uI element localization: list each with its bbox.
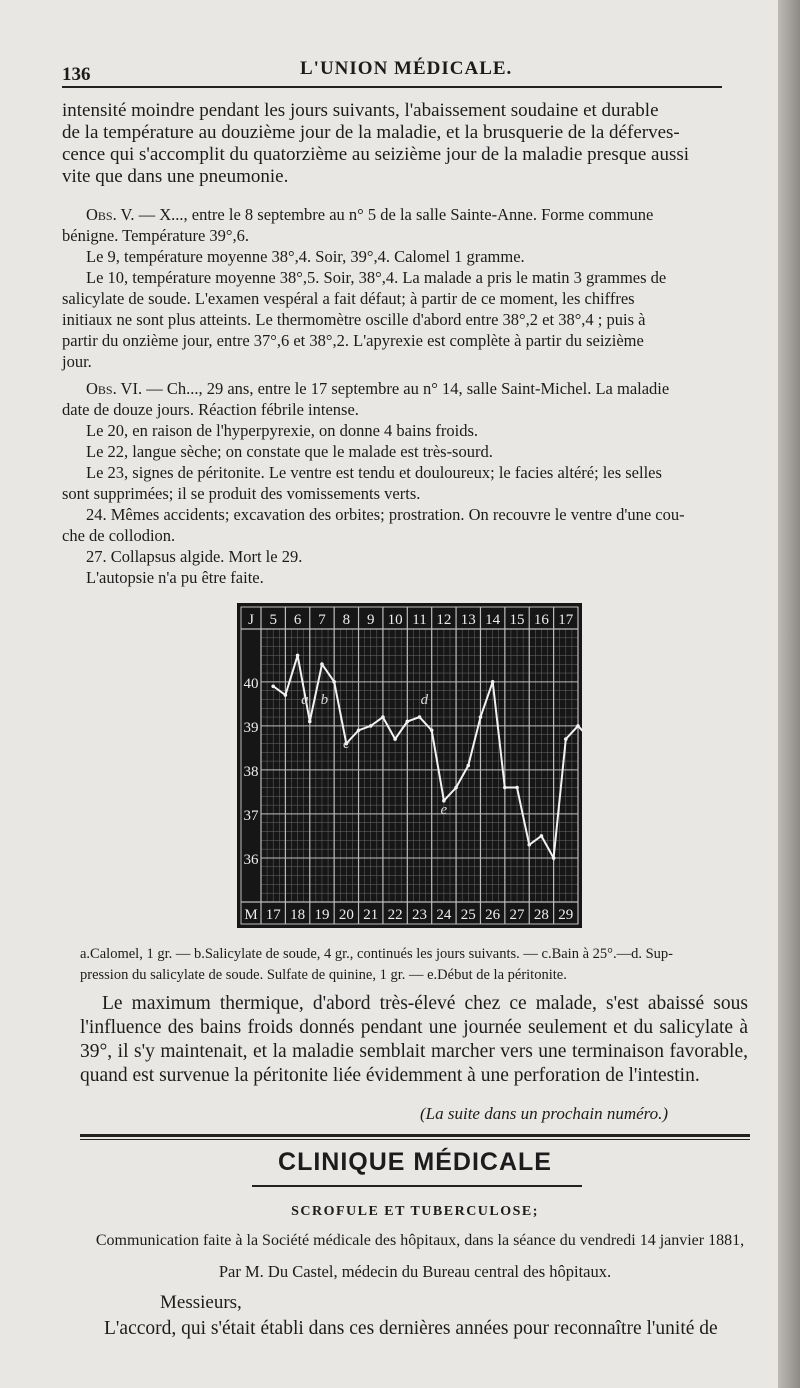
page-number: 136 — [62, 64, 91, 85]
article-title: SCROFULE ET TUBERCULOSE; — [291, 1204, 539, 1219]
bottom-date-label: 26 — [485, 907, 501, 923]
y-tick-label: 38 — [243, 763, 259, 780]
bottom-date-label: 23 — [412, 907, 427, 923]
obs6-line: 24. Mêmes accidents; excavation des orbites; prostration. On recouvre le ventre d'une cou- — [86, 505, 685, 524]
intro-line: cence qui s'accomplit du quatorzième au seizième jour de la maladie presque aussi — [62, 144, 690, 165]
corner-label-bottom: M — [244, 907, 258, 923]
bottom-date-label: 29 — [558, 907, 574, 923]
caption-line: pression du salicylate de soude. Sulfate de quinine, 1 gr. — e.Début de la péritonite. — [80, 967, 567, 983]
obs6-line: L'autopsie n'a pu être faite. — [86, 568, 264, 587]
salutation: Messieurs, — [160, 1292, 242, 1313]
section-double-rule-thin — [80, 1139, 750, 1140]
top-date-label: 17 — [558, 612, 574, 628]
obs6-label: Obs. VI. — [86, 379, 143, 398]
temperature-point — [564, 737, 568, 741]
obs6-line: Le 22, langue sèche; on constate que le malade est très-sourd. — [86, 442, 493, 461]
temperature-point — [308, 720, 312, 724]
obs6-line: Le 20, en raison de l'hyperpyrexie, on donne 4 bains froids. — [86, 421, 478, 440]
event-marker: c — [343, 735, 350, 752]
y-tick-label: 36 — [243, 851, 259, 868]
bottom-date-label: 25 — [460, 907, 476, 923]
communication-line: Communication faite à la Société médicale des hôpitaux, dans la séance du vendredi 14 janvier 1881, — [95, 1232, 745, 1249]
temperature-point — [271, 684, 275, 688]
header-rule — [62, 86, 722, 88]
journal-title: L'UNION MÉDICALE. — [300, 58, 513, 79]
chart-frame — [237, 603, 582, 928]
opening-line: L'accord, qui s'était établi dans ces dernières années pour reconnaître l'unité de — [104, 1318, 718, 1339]
bottom-date-label: 19 — [314, 907, 330, 923]
continuation-note: (La suite dans un prochain numéro.) — [420, 1104, 669, 1123]
temperature-point — [393, 737, 397, 741]
top-date-label: 12 — [436, 612, 452, 628]
intro-line: de la température au douzième jour de la maladie, et la brusquerie de la déferves- — [62, 122, 680, 143]
obs6-line: 27. Collapsus algide. Mort le 29. — [86, 547, 303, 566]
bottom-date-label: 27 — [509, 907, 525, 923]
top-date-label: 5 — [269, 612, 277, 628]
obs5-label: Obs. V. — [86, 205, 135, 224]
temperature-point — [576, 724, 580, 728]
final-paragraph-text: Le maximum thermique, d'abord très-élevé chez ce malade, s'est abaissé sous l'influence des bains froids donnés pendant une journée seulement et du salicylate à 39°, il s'y maintenait, et la maladie semblait marcher vers une terminaison favorable, quand est survenue la péritonite liée évidemment à une perforation de l'intestin. — [80, 993, 748, 1086]
obs5-line: initiaux ne sont plus atteints. Le thermomètre oscille d'abord entre 38°,2 et 38°,4 ; puis à — [62, 310, 646, 329]
page-edge-shadow — [778, 0, 800, 1388]
temperature-point — [418, 715, 422, 719]
temperature-point — [357, 728, 361, 732]
bottom-date-label: 18 — [290, 907, 306, 923]
obs5-line: Le 9, température moyenne 38°,4. Soir, 39°,4. Calomel 1 gramme. — [86, 247, 525, 266]
caption-line: a.Calomel, 1 gr. — b.Salicylate de soude, 4 gr., continués les jours suivants. — c.Bain à 25°.—d. Sup- — [80, 946, 673, 962]
event-marker: b — [320, 691, 329, 708]
top-date-label: 7 — [318, 612, 326, 628]
obs6-line: che de collodion. — [62, 526, 176, 545]
top-date-label: 10 — [387, 612, 403, 628]
temperature-chart — [237, 603, 582, 928]
top-date-label: 11 — [412, 612, 427, 628]
temperature-point — [381, 715, 385, 719]
observation-6 — [62, 378, 738, 588]
author-line: Par M. Du Castel, médecin du Bureau central des hôpitaux. — [218, 1262, 612, 1281]
final-paragraph — [80, 992, 748, 1088]
bottom-date-label: 17 — [265, 907, 281, 923]
section-title: CLINIQUE MÉDICALE — [278, 1148, 552, 1176]
bottom-date-label: 22 — [387, 907, 403, 923]
y-tick-label: 40 — [243, 675, 259, 692]
chart-caption — [80, 944, 760, 986]
event-marker: d — [420, 691, 429, 708]
top-date-label: 6 — [293, 612, 302, 628]
obs5-lead: — X..., entre le 8 septembre au n° 5 de la salle Sainte-Anne. Forme commune — [134, 205, 654, 224]
temperature-point — [296, 654, 300, 658]
top-date-label: 16 — [533, 612, 549, 628]
bottom-date-label: 28 — [533, 907, 549, 923]
section-double-rule — [80, 1134, 750, 1137]
bottom-date-label: 20 — [338, 907, 354, 923]
temperature-point — [466, 764, 470, 768]
temperature-point — [515, 786, 519, 790]
temperature-point — [406, 720, 410, 724]
intro-paragraph — [62, 100, 734, 188]
temperature-point — [332, 680, 336, 684]
obs6-line: date de douze jours. Réaction fébrile intense. — [62, 400, 359, 419]
intro-line: intensité moindre pendant les jours suivants, l'abaissement soudaine et durable — [62, 100, 659, 121]
temperature-point — [320, 662, 324, 666]
obs5-line: salicylate de soude. L'examen vespéral a fait défaut; à partir de ce moment, les chiffres — [62, 289, 635, 308]
top-date-label: 14 — [485, 612, 501, 628]
temperature-point — [552, 856, 556, 860]
temperature-point — [284, 693, 288, 697]
temperature-point — [479, 715, 483, 719]
event-marker: e — [440, 801, 448, 818]
event-marker: a — [301, 691, 309, 708]
temperature-point — [540, 834, 544, 838]
temperature-point — [454, 786, 458, 790]
top-date-label: 8 — [342, 612, 351, 628]
obs6-lead: — Ch..., 29 ans, entre le 17 septembre au n° 14, salle Saint-Michel. La maladie — [142, 379, 670, 398]
corner-label-top: J — [248, 612, 254, 628]
top-date-label: 13 — [460, 612, 476, 628]
temperature-point — [430, 728, 434, 732]
temperature-point — [527, 843, 531, 847]
obs5-line: partir du onzième jour, entre 37°,6 et 38°,2. L'apyrexie est complète à partir du seizième — [62, 331, 644, 350]
bottom-date-label: 21 — [363, 907, 379, 923]
temperature-point — [369, 724, 373, 728]
observation-5 — [62, 204, 738, 372]
top-date-label: 9 — [366, 612, 375, 628]
intro-line: vite que dans une pneumonie. — [62, 166, 289, 187]
y-tick-label: 39 — [243, 719, 259, 736]
obs5-line: jour. — [62, 352, 92, 371]
top-date-label: 15 — [509, 612, 525, 628]
section-title-rule — [252, 1185, 582, 1187]
obs5-line: bénigne. Température 39°,6. — [62, 226, 250, 245]
obs5-line: Le 10, température moyenne 38°,5. Soir, 38°,4. La malade a pris le matin 3 grammes de — [86, 268, 667, 287]
bottom-date-label: 24 — [436, 907, 452, 923]
obs6-line: sont supprimées; il se produit des vomissements verts. — [62, 484, 421, 503]
y-tick-label: 37 — [243, 807, 259, 824]
obs6-line: Le 23, signes de péritonite. Le ventre est tendu et douloureux; le facies altéré; les selles — [86, 463, 662, 482]
temperature-point — [491, 680, 495, 684]
temperature-point — [503, 786, 507, 790]
